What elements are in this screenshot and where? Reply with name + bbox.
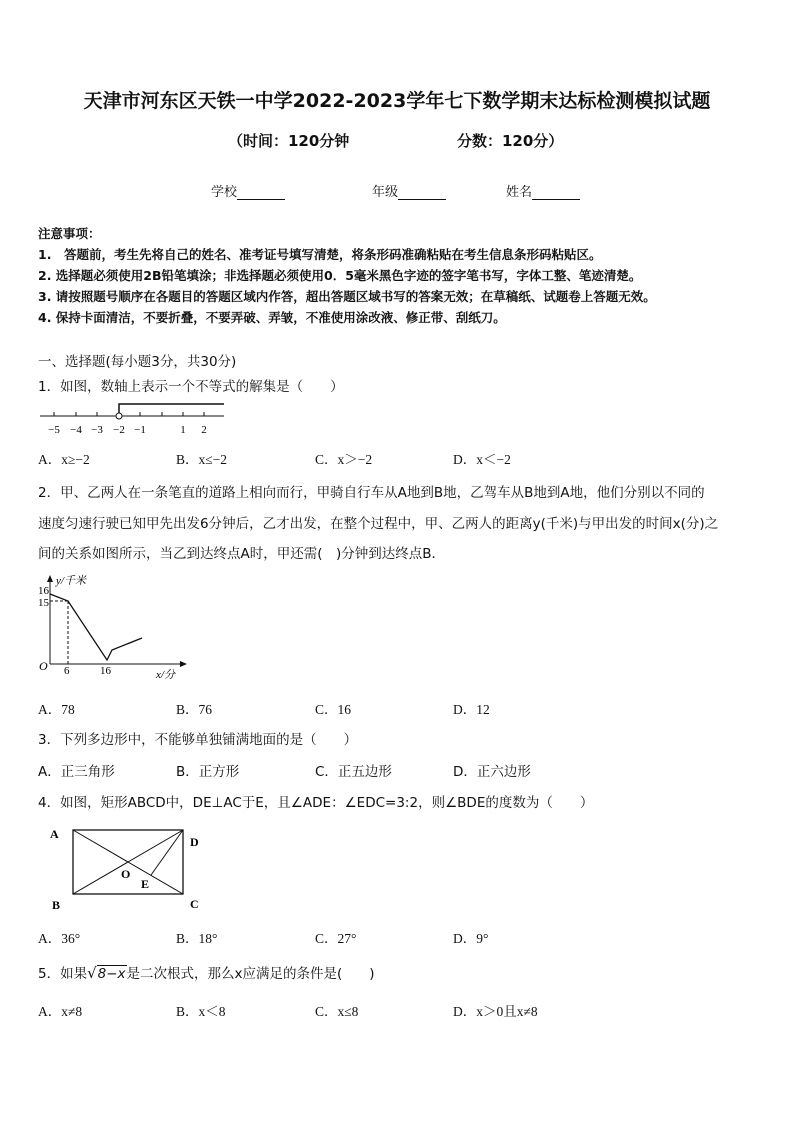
option-c[interactable]: C．x＞−2 (315, 452, 373, 467)
x-axis-arrow (180, 661, 187, 667)
tick-label: −1 (134, 424, 146, 436)
exam-time: （时间：120分钟 (228, 132, 350, 150)
notice-item: 1. 答题前，考生先将自己的姓名、准考证号填写清楚，将条形码准确粘贴在考生信息条形码粘贴区。 (38, 247, 602, 262)
rectangle-figure (44, 822, 214, 916)
option-b[interactable]: B．x＜8 (176, 1004, 226, 1019)
option-a[interactable]: A．正三角形 (38, 764, 115, 780)
vertex-a: A (50, 827, 59, 841)
radicand: 8−x (97, 966, 126, 982)
question-5-stem (38, 962, 375, 982)
grade-label: 年级 (372, 185, 399, 200)
y-axis-arrow (47, 575, 53, 582)
vertex-b: B (52, 898, 61, 912)
y-axis-title: y/千米 (56, 575, 86, 587)
option-c[interactable]: C．x≤8 (315, 1004, 359, 1019)
option-a[interactable]: A．x≠8 (38, 1004, 83, 1019)
open-endpoint (116, 413, 122, 419)
option-d[interactable]: D．正六边形 (453, 764, 531, 780)
option-b[interactable]: B．正方形 (176, 764, 240, 780)
option-d[interactable]: D．9° (453, 931, 489, 946)
option-c[interactable]: C．27° (315, 931, 357, 946)
option-c[interactable]: C．正五边形 (315, 764, 392, 780)
notice-item: 4. 保持卡面清洁，不要折叠，不要弄破、弄皱，不准使用涂改液、修正带、刮纸刀。 (38, 310, 506, 325)
stem-suffix: 是二次根式，那么x应满足的条件是( ) (126, 966, 375, 982)
notice-item: 3. 请按照题号顺序在各题目的答题区域内作答，超出答题区域书写的答案无效；在草稿纸、试题卷上答题无效。 (38, 289, 656, 304)
school-field[interactable] (211, 181, 285, 200)
name-label: 姓名 (506, 185, 533, 200)
tick-label: −2 (113, 424, 125, 436)
grade-field[interactable] (372, 181, 446, 200)
distance-time-graph (34, 572, 194, 684)
page-title: 天津市河东区天铁一中学2022-2023学年七下数学期末达标检测模拟试题 (83, 90, 711, 112)
point-o: O (121, 867, 131, 881)
school-blank[interactable] (237, 186, 285, 200)
origin-label: O (39, 659, 48, 673)
option-c[interactable]: C．16 (315, 702, 352, 717)
question-1-stem: 1．如图，数轴上表示一个不等式的解集是（ ） (38, 379, 344, 395)
name-field[interactable] (506, 181, 580, 200)
option-d[interactable]: D．12 (453, 702, 490, 717)
option-a[interactable]: A．78 (38, 702, 75, 717)
vertex-c: C (190, 897, 199, 911)
tick-label: −3 (91, 424, 103, 436)
tick-label: 2 (201, 424, 207, 436)
question-2-stem-line: 2．甲、乙两人在一条笔直的道路上相向而行，甲骑自行车从A地到B地，乙驾车从B地到A地，他们分别以不同的 (38, 485, 705, 501)
number-line-ticks (54, 412, 204, 416)
number-line-figure (38, 396, 238, 440)
y-label-15: 15 (38, 597, 49, 609)
exam-score: 分数：120分） (457, 132, 564, 150)
name-blank[interactable] (532, 186, 580, 200)
distance-polyline (50, 594, 142, 660)
option-d[interactable]: D．x＜−2 (453, 452, 511, 467)
question-2-stem-line: 间的关系如图所示，当乙到达终点A时，甲还需( )分钟到达终点B． (38, 546, 446, 562)
point-e: E (141, 877, 150, 891)
question-4-stem: 4．如图，矩形ABCD中，DE⊥AC于E，且∠ADE：∠EDC=3:2，则∠BDE的度数为（ ） (38, 795, 594, 811)
option-b[interactable]: B．18° (176, 931, 218, 946)
sqrt-sign: √ (87, 964, 97, 982)
notice-heading: 注意事项： (38, 226, 101, 241)
option-b[interactable]: B．x≤−2 (176, 452, 228, 467)
y-label-16: 16 (38, 585, 49, 597)
solution-ray (119, 404, 224, 416)
question-2-stem-line: 速度匀速行驶已知甲先出发6分钟后，乙才出发，在整个过程中，甲、乙两人的距离y(千米)与甲出发的时间x(分)之 (38, 516, 719, 532)
option-b[interactable]: B．76 (176, 702, 213, 717)
stem-prefix: 5．如果 (38, 966, 88, 982)
x-label-6: 6 (64, 665, 70, 677)
x-axis-title: x/分 (156, 669, 175, 681)
section-heading: 一、选择题(每小题3分，共30分) (38, 354, 237, 370)
notice-item: 2. 选择题必须使用2B铅笔填涂；非选择题必须使用0．5毫米黑色字迹的签字笔书写，字体工整、笔迹清楚。 (38, 268, 642, 283)
tick-label: 1 (180, 424, 186, 436)
grade-blank[interactable] (398, 186, 446, 200)
x-label-16: 16 (100, 665, 111, 677)
tick-label: −4 (70, 424, 82, 436)
option-d[interactable]: D．x＞0且x≠8 (453, 1004, 538, 1019)
school-label: 学校 (211, 185, 238, 200)
option-a[interactable]: A．36° (38, 931, 81, 946)
segment-de (151, 830, 183, 875)
question-3-stem: 3．下列多边形中，不能够单独铺满地面的是（ ） (38, 732, 358, 748)
option-a[interactable]: A．x≥−2 (38, 452, 90, 467)
tick-label: −5 (48, 424, 60, 436)
vertex-d: D (190, 835, 199, 849)
